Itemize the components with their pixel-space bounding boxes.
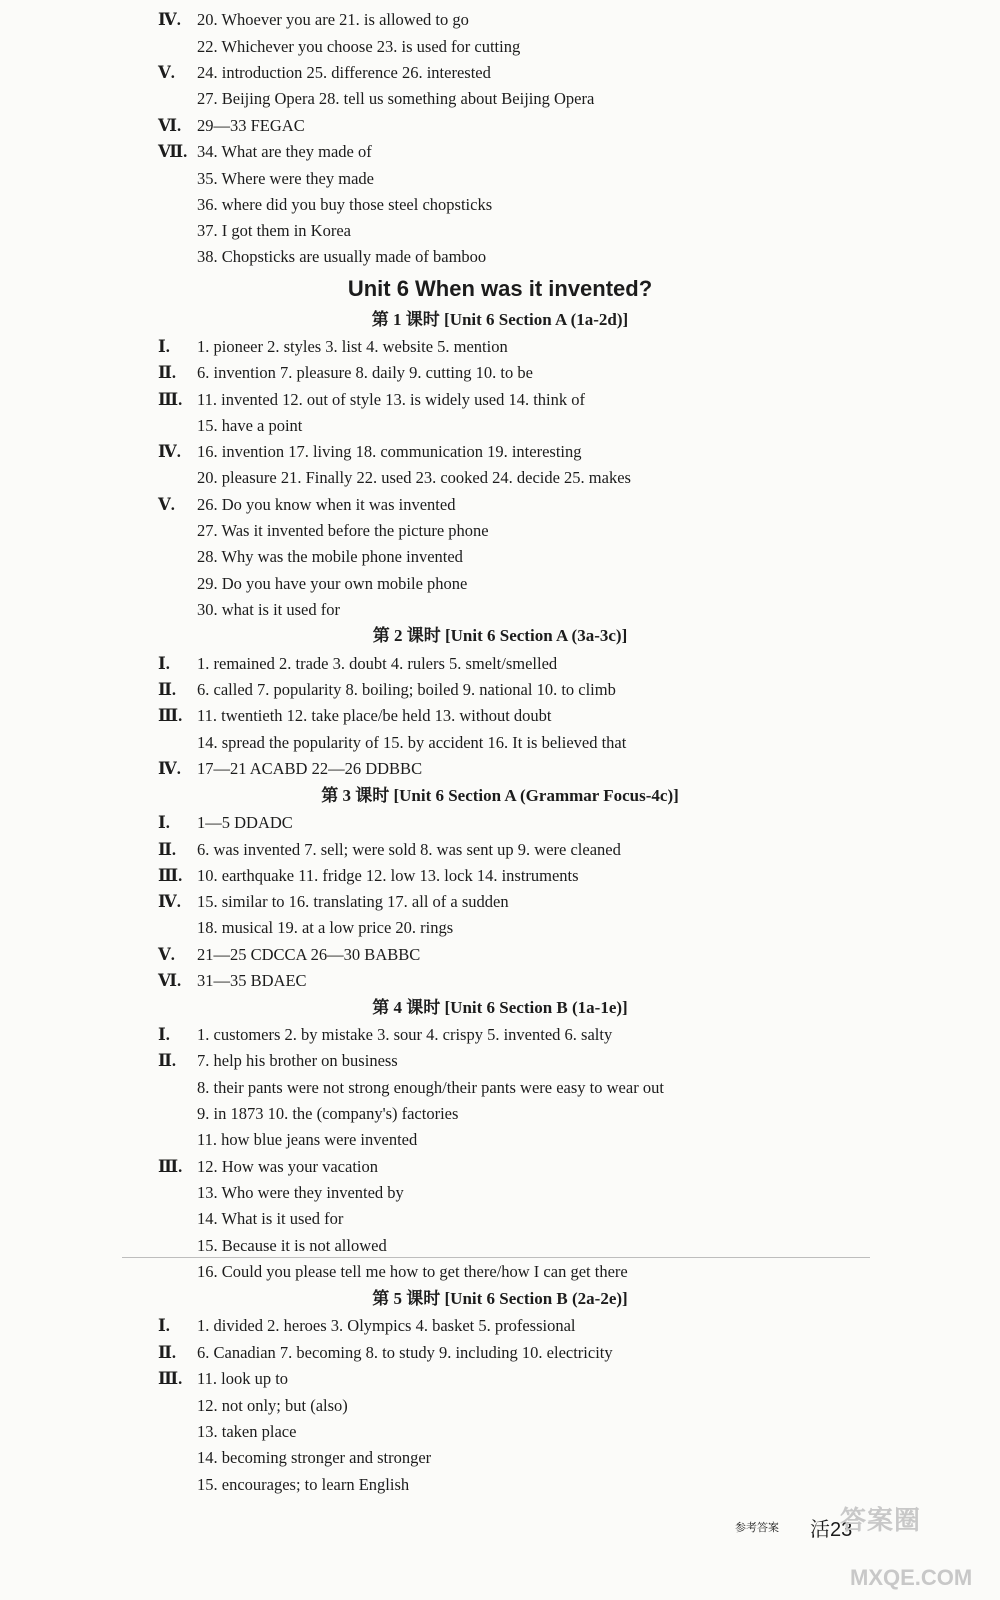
section-number: Ⅵ. — [158, 116, 182, 135]
answer-line: 31—35 BDAEC — [197, 971, 307, 990]
answer-line: 6. invention 7. pleasure 8. daily 9. cutting 10. to be — [197, 363, 533, 382]
answer-line: 6. called 7. popularity 8. boiling; boiled 9. national 10. to climb — [197, 680, 616, 699]
answer-line: 1—5 DDADC — [197, 813, 293, 832]
answer-line: 15. encourages; to learn English — [197, 1475, 410, 1494]
answer-line: 17—21 ACABD 22—26 DDBBC — [197, 759, 423, 778]
lesson-heading: 第 2 课时 [Unit 6 Section A (3a-3c)] — [372, 626, 628, 645]
section-number: Ⅴ. — [158, 495, 175, 514]
answer-line: 37. I got them in Korea — [197, 221, 351, 240]
section-number: Ⅳ. — [158, 759, 181, 778]
section-number: Ⅳ. — [158, 10, 181, 29]
section-number: Ⅱ. — [158, 680, 177, 699]
answer-line: 13. taken place — [197, 1422, 297, 1441]
answer-line: 20. pleasure 21. Finally 22. used 23. cooked 24. decide 25. makes — [197, 468, 631, 487]
answer-line: 35. Where were they made — [197, 169, 374, 188]
section-number: Ⅳ. — [158, 892, 181, 911]
watermark-url: MXQE.COM — [850, 1565, 973, 1590]
answer-line: 12. not only; but (also) — [197, 1396, 348, 1415]
section-number: Ⅲ. — [158, 1369, 183, 1388]
section-number: Ⅰ. — [158, 654, 170, 673]
answer-line: 1. remained 2. trade 3. doubt 4. rulers 5. smelt/smelled — [197, 654, 558, 673]
answer-line: 14. becoming stronger and stronger — [197, 1448, 432, 1467]
answer-line: 22. Whichever you choose 23. is used for cutting — [197, 37, 521, 56]
answer-line: 12. How was your vacation — [197, 1157, 379, 1176]
section-number: Ⅰ. — [158, 1316, 170, 1335]
lesson-heading: 第 3 课时 [Unit 6 Section A (Grammar Focus-4c)] — [321, 786, 679, 805]
watermark-logo: 答案圈 — [840, 1505, 922, 1535]
answer-line: 11. how blue jeans were invented — [197, 1130, 418, 1149]
page-fold-line — [122, 1257, 870, 1258]
page-number: 活23 — [810, 1519, 853, 1541]
answer-line: 11. look up to — [197, 1369, 289, 1388]
answer-line: 34. What are they made of — [197, 142, 372, 161]
answer-line: 29—33 FEGAC — [197, 116, 305, 135]
unit-title: Unit 6 When was it invented? — [347, 276, 653, 301]
answer-line: 15. have a point — [197, 416, 303, 435]
answer-line: 1. customers 2. by mistake 3. sour 4. crispy 5. invented 6. salty — [197, 1025, 613, 1044]
section-number: Ⅲ. — [158, 1157, 183, 1176]
section-number: Ⅱ. — [158, 363, 177, 382]
answer-line: 36. where did you buy those steel chopsticks — [197, 195, 493, 214]
answer-line: 29. Do you have your own mobile phone — [197, 574, 468, 593]
answer-line: 7. help his brother on business — [197, 1051, 398, 1070]
answer-line: 11. invented 12. out of style 13. is widely used 14. think of — [197, 390, 586, 409]
answer-line: 10. earthquake 11. fridge 12. low 13. lock 14. instruments — [197, 866, 579, 885]
section-number: Ⅴ. — [158, 63, 175, 82]
answer-line: 20. Whoever you are 21. is allowed to go — [197, 10, 469, 29]
section-number: Ⅰ. — [158, 813, 170, 832]
answer-line: 1. pioneer 2. styles 3. list 4. website 5. mention — [197, 337, 508, 356]
section-number: Ⅳ. — [158, 442, 181, 461]
answer-line: 9. in 1873 10. the (company's) factories — [197, 1104, 459, 1123]
lesson-heading: 第 5 课时 [Unit 6 Section B (2a-2e)] — [372, 1289, 628, 1308]
section-number: Ⅰ. — [158, 337, 170, 356]
answer-line: 38. Chopsticks are usually made of bamboo — [197, 247, 487, 266]
answer-line: 8. their pants were not strong enough/their pants were easy to wear out — [197, 1078, 664, 1097]
lesson-heading: 第 1 课时 [Unit 6 Section A (1a-2d)] — [371, 310, 629, 329]
answer-line: 21—25 CDCCA 26—30 BABBC — [197, 945, 421, 964]
answer-line: 6. was invented 7. sell; were sold 8. was sent up 9. were cleaned — [197, 840, 621, 859]
section-number: Ⅲ. — [158, 866, 183, 885]
answer-line: 27. Was it invented before the picture phone — [197, 521, 489, 540]
section-number: Ⅲ. — [158, 706, 183, 725]
section-number: Ⅰ. — [158, 1025, 170, 1044]
answer-line: 6. Canadian 7. becoming 8. to study 9. including 10. electricity — [197, 1343, 613, 1362]
lesson-heading: 第 4 课时 [Unit 6 Section B (1a-1e)] — [372, 998, 628, 1017]
answer-line: 24. introduction 25. difference 26. interested — [197, 63, 491, 82]
section-number: Ⅴ. — [158, 945, 175, 964]
section-number: Ⅶ. — [158, 142, 188, 161]
section-number: Ⅱ. — [158, 1051, 177, 1070]
answer-line: 13. Who were they invented by — [197, 1183, 404, 1202]
answer-line: 30. what is it used for — [197, 600, 340, 619]
section-number: Ⅵ. — [158, 971, 182, 990]
answer-line: 27. Beijing Opera 28. tell us something about Beijing Opera — [197, 89, 595, 108]
section-number: Ⅱ. — [158, 840, 177, 859]
answer-line: 14. spread the popularity of 15. by accident 16. It is believed that — [197, 733, 627, 752]
footer-label: 参考答案 — [735, 1521, 779, 1534]
answer-line: 15. similar to 16. translating 17. all of a sudden — [197, 892, 509, 911]
answer-line: 26. Do you know when it was invented — [197, 495, 456, 514]
answer-line: 11. twentieth 12. take place/be held 13. without doubt — [197, 706, 552, 725]
answer-line: 15. Because it is not allowed — [197, 1236, 387, 1255]
answer-line: 28. Why was the mobile phone invented — [197, 547, 463, 566]
answer-line: 18. musical 19. at a low price 20. rings — [197, 918, 454, 937]
section-number: Ⅱ. — [158, 1343, 177, 1362]
answer-line: 14. What is it used for — [197, 1209, 344, 1228]
answer-line: 1. divided 2. heroes 3. Olympics 4. basket 5. professional — [197, 1316, 576, 1335]
section-number: Ⅲ. — [158, 390, 183, 409]
answer-line: 16. invention 17. living 18. communication 19. interesting — [197, 442, 582, 461]
answer-line: 16. Could you please tell me how to get there/how I can get there — [197, 1262, 628, 1281]
